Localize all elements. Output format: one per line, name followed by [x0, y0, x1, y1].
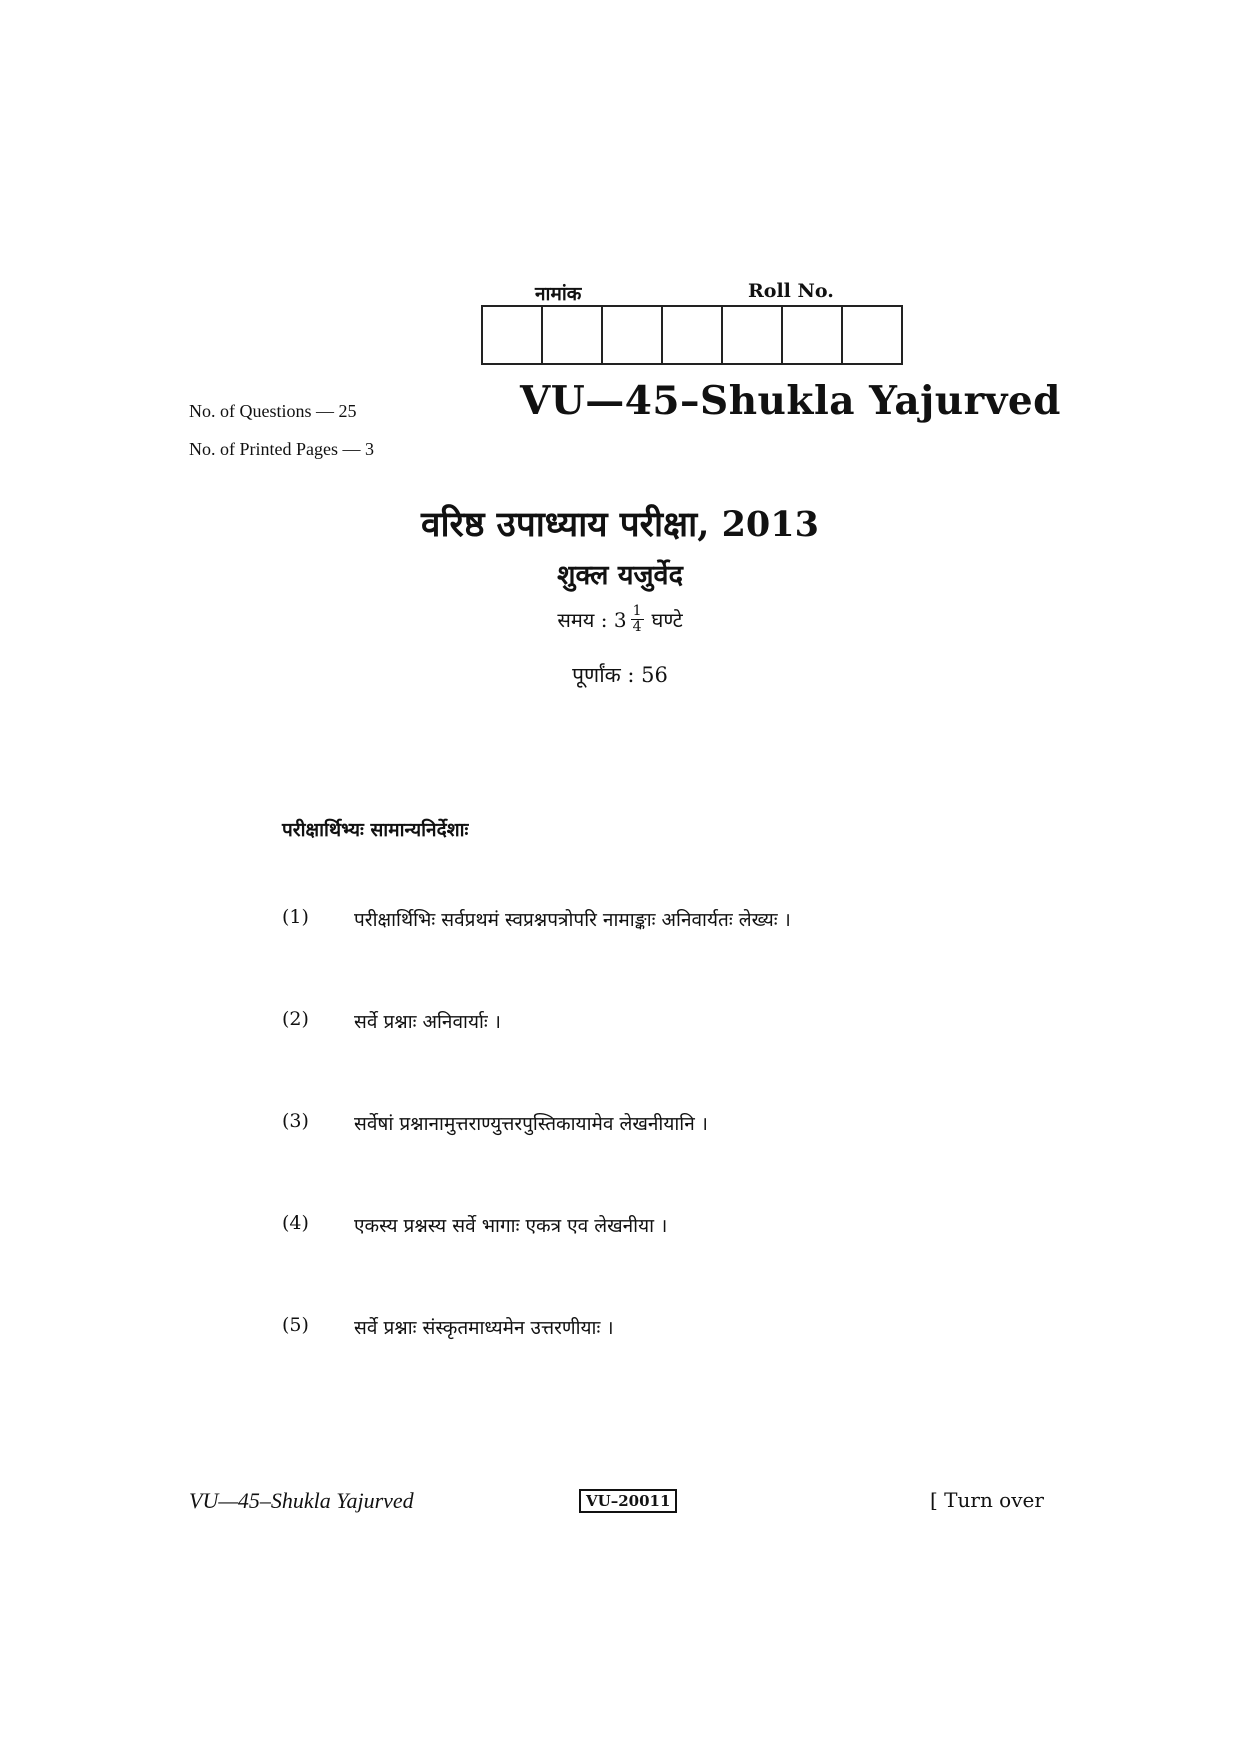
roll-box[interactable]: [483, 307, 543, 363]
instruction-text: एकस्य प्रश्नस्य सर्वे भागाः एकत्र एव लेखनीया ।: [354, 1215, 668, 1237]
roll-box[interactable]: [783, 307, 843, 363]
roll-box[interactable]: [603, 307, 663, 363]
subject-title: शुक्ल यजुर्वेद: [557, 560, 683, 591]
roll-box[interactable]: [843, 307, 901, 363]
instruction-number: (3): [282, 1110, 309, 1132]
roll-box[interactable]: [663, 307, 723, 363]
roll-number-boxes: [481, 305, 903, 365]
full-marks: पूर्णांक : 56: [572, 663, 668, 687]
instruction-text: सर्वेषां प्रश्नानामुत्तराण्युत्तरपुस्तिकायामेव लेखनीयानि ।: [354, 1113, 709, 1135]
roll-box[interactable]: [543, 307, 603, 363]
instruction-item: [282, 1314, 614, 1340]
time-label: समय : 3: [557, 608, 627, 632]
instruction-text: सर्वे प्रश्नाः अनिवार्याः ।: [354, 1011, 501, 1033]
paper-code-title: VU—45–Shukla Yajurved: [520, 378, 1061, 424]
turn-over-note: [ Turn over: [930, 1488, 1044, 1512]
time-duration: [0, 604, 1240, 635]
exam-title: वरिष्ठ उपाध्याय परीक्षा, 2013: [421, 504, 819, 545]
instruction-text: परीक्षार्थिभिः सर्वप्रथमं स्वप्रश्नपत्रोपरि नामाङ्काः अनिवार्यतः लेख्यः ।: [354, 909, 791, 931]
time-fraction: [631, 604, 644, 635]
roll-label-hindi: नामांक: [535, 283, 582, 305]
instruction-item: [282, 1212, 667, 1238]
instruction-number: (5): [282, 1314, 309, 1336]
instruction-number: (1): [282, 906, 309, 928]
instruction-text: सर्वे प्रश्नाः संस्कृतमाध्यमेन उत्तरणीयाः ।: [354, 1317, 614, 1339]
fraction-denominator: 4: [632, 619, 642, 635]
number-of-questions: No. of Questions — 25: [189, 401, 357, 421]
time-unit: घण्टे: [651, 608, 683, 632]
instruction-item: [282, 1008, 501, 1034]
instruction-number: (2): [282, 1008, 309, 1030]
fraction-numerator: 1: [632, 603, 642, 619]
number-of-printed-pages: No. of Printed Pages — 3: [189, 439, 374, 459]
instruction-item: [282, 1110, 708, 1136]
footer-serial-box: VU–20011: [579, 1489, 677, 1513]
instruction-number: (4): [282, 1212, 309, 1234]
instructions-heading: परीक्षार्थिभ्यः सामान्यनिर्देशाः: [282, 819, 469, 841]
roll-box[interactable]: [723, 307, 783, 363]
roll-label-english: Roll No.: [748, 280, 834, 302]
footer-paper-code: VU—45–Shukla Yajurved: [189, 1488, 414, 1513]
instruction-item: [282, 906, 791, 932]
